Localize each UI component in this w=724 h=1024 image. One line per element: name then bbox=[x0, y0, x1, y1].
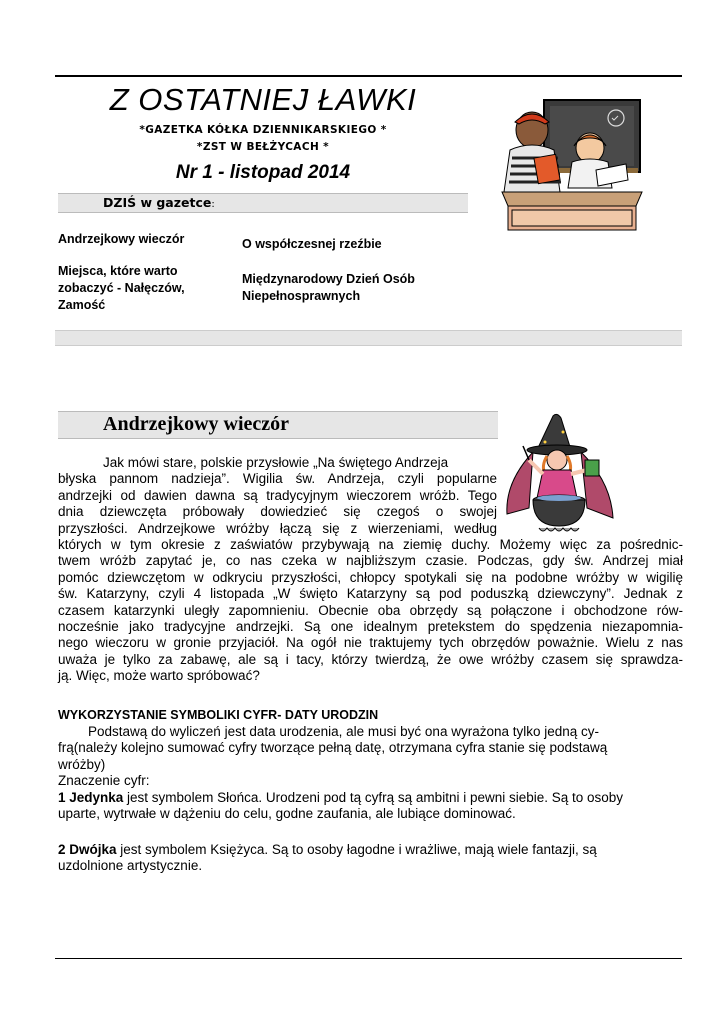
text-line: frą(należy kolejno sumować cyfry tworzące pełną datę, otrzymana cyfra stanie się podstawą bbox=[58, 740, 608, 756]
article-title: Andrzejkowy wieczór bbox=[103, 413, 290, 435]
text-line: andrzejki od dawien dawna są tradycyjnym wieczorem wróżb. Tego bbox=[58, 487, 497, 503]
text-line: błyska pannom nadzieja”. Wigilia św. Andrzeja, czyli popularne bbox=[58, 471, 497, 487]
text-line: uważa je tylko za zabawę, ale są i tacy, którzy twierdzą, że owe wróżby czasem się sprawdza- bbox=[58, 651, 683, 667]
toc-item-disability-day[interactable]: Międzynarodowy Dzień Osób Niepełnosprawnych bbox=[242, 272, 415, 303]
text-line: wróżby) bbox=[58, 756, 106, 772]
meaning-label: Znaczenie cyfr: bbox=[58, 773, 150, 789]
article-body bbox=[58, 537, 683, 685]
text-line: których w tym okresie z zaświatów przybywają na ziemię duchy. Możemy więc za pośrednic- bbox=[58, 537, 683, 552]
text-line: nego wieczoru w gronie przyjaciół. Na ogół nie traktujemy tych obrzędów poważnie. Wielu z nas bbox=[58, 635, 683, 651]
text-line: nocześnie jako tradycyjne andrzejki. Są one idealnym pretekstem do spędzenia niezapomnia- bbox=[58, 618, 683, 634]
numerology-intro bbox=[58, 724, 683, 822]
issue-number: Nr 1 - listopad 2014 bbox=[175, 162, 351, 183]
text-line: przyszłości. Andrzejkowe wróżby łączą się z wierzeniami, według bbox=[58, 520, 497, 536]
text-line: Podstawą do wyliczeń jest data urodzenia, ale musi być ona wyrażona tylko jedną cy- bbox=[88, 724, 600, 739]
witch-clipart bbox=[503, 412, 618, 534]
text-line: uzdolnione artystycznie. bbox=[58, 858, 203, 874]
text-line: Jak mówi stare, polskie przysłowie „Na świętego Andrzeja bbox=[103, 455, 449, 470]
digit-two-block bbox=[58, 842, 683, 875]
top-rule bbox=[55, 75, 682, 77]
article-intro bbox=[58, 455, 497, 537]
newspaper-title: Z OSTATNIEJ ŁAWKI bbox=[109, 82, 417, 117]
bottom-rule bbox=[55, 958, 682, 959]
divider-band bbox=[55, 330, 682, 346]
article-title-bar bbox=[58, 411, 498, 439]
digit-two: 2 Dwójka jest symbolem Księżyca. Są to osoby łagodne i wrażliwe, mają wiele fantazji, są bbox=[58, 842, 597, 857]
text-line: pomóc dziewczętom w odkryciu przyszłości, chłopcy spotykali się na podobne wróżby w wigilię bbox=[58, 569, 683, 585]
toc-label: DZIŚ w gazetce: bbox=[103, 195, 215, 210]
text-line: twem wróżb zapytać je, co nas czeka w najbliższym czasie. Podczas, gdy św. Andrzej miał bbox=[58, 553, 683, 569]
text-line: czasem katarzynki uległy zapomnieniu. Obecnie oba obrzędy są połączone i obchodzone rów- bbox=[58, 602, 683, 618]
text-line: uparte, wytrwałe w dążeniu do celu, godne zaufania, ale lubiące dominować. bbox=[58, 805, 516, 821]
toc-item-places[interactable]: Miejsca, które warto zobaczyć - Nałęczów, Zamość bbox=[58, 264, 185, 312]
toc-item-andrzejki[interactable]: Andrzejkowy wieczór bbox=[58, 232, 185, 246]
toc-item-sculpture[interactable]: O współczesnej rzeźbie bbox=[242, 237, 382, 251]
subtitle-school: *ZST W BEŁŻYCACH * bbox=[196, 141, 330, 153]
text-line: ją. Więc, może warto spróbować? bbox=[58, 668, 260, 684]
text-line: św. Katarzyny, czyli 4 listopada „W święto Katarzyny są pod poduszką dziewczyny”. Jednak z bbox=[58, 586, 683, 602]
digit-one: 1 Jedynka jest symbolem Słońca. Urodzeni pod tą cyfrą są ambitni i pewni siebie. Są to osoby bbox=[58, 789, 624, 805]
numerology-heading: WYKORZYSTANIE SYMBOLIKI CYFR- DATY URODZIN bbox=[58, 708, 379, 722]
subtitle-club: *GAZETKA KÓŁKA DZIENNIKARSKIEGO * bbox=[139, 124, 387, 136]
text-line: dnia dziewczęta próbowały dowiedzieć się czegoś o swojej bbox=[58, 504, 497, 520]
students-clipart bbox=[498, 96, 648, 234]
toc-bar bbox=[58, 193, 468, 213]
